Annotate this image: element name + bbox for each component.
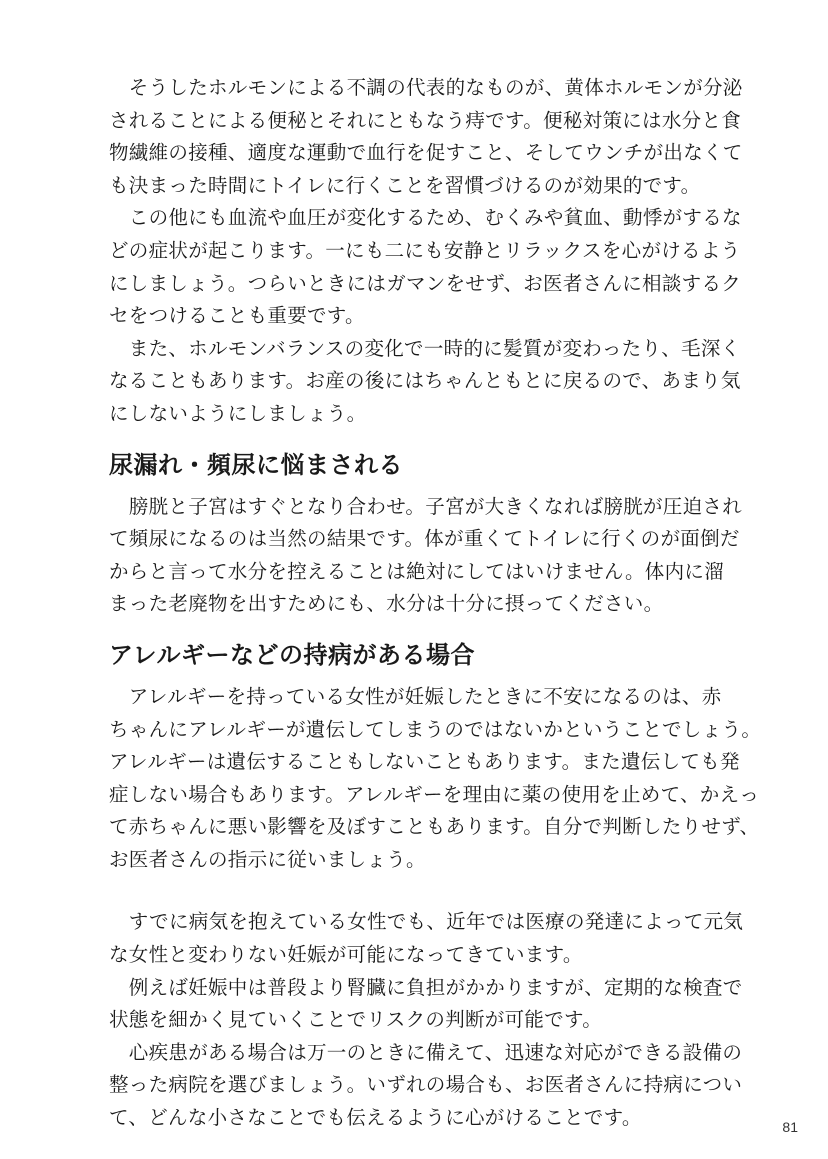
paragraph-gap xyxy=(109,876,749,906)
urine-paragraph xyxy=(109,491,749,621)
allergy-paragraph xyxy=(109,681,762,877)
text-line: この他にも血流や血圧が変化するため、むくみや貧血、動悸がするな xyxy=(109,206,742,230)
text-line: ちゃんにアレルギーが遺伝してしまうのではないかということでしょう。 xyxy=(109,717,762,741)
text-line: まった老廃物を出すためにも、水分は十分に摂ってください。 xyxy=(109,592,664,616)
text-line: どの症状が起こります。一にも二にも安静とリラックスを心がけるよう xyxy=(109,238,741,262)
text-line: なることもあります。お産の後にはちゃんともとに戻るので、あまり気 xyxy=(109,369,741,393)
text-line: また、ホルモンバランスの変化で一時的に髪質が変わったり、毛深く xyxy=(109,336,741,360)
text-line: 心疾患がある場合は万一のときに備えて、迅速な対応ができる設備の xyxy=(109,1040,743,1064)
text-line: されることによる便秘とそれにともなう痔です。便秘対策には水分と食 xyxy=(109,108,742,132)
text-line: アレルギーを持っている女性が妊娠したときに不安になるのは、赤 xyxy=(109,684,722,708)
text-line: な女性と変わりない妊娠が可能になってきています。 xyxy=(109,943,583,967)
text-line: て、どんな小さなことでも伝えるように心がけることです。 xyxy=(109,1106,642,1130)
text-line: て赤ちゃんに悪い影響を及ぼすこともあります。自分で判断したりせず、 xyxy=(109,815,760,839)
text-line: お医者さんの指示に従いましょう。 xyxy=(109,847,426,871)
text-line: にしましょう。つらいときにはガマンをせず、お医者さんに相談するク xyxy=(109,271,742,295)
text-line: 物繊維の接種、適度な運動で血行を促すこと、そしてウンチが出なくて xyxy=(109,141,743,165)
text-line: にしないようにしましょう。 xyxy=(109,401,367,425)
text-line: 状態を細かく見ていくことでリスクの判断が可能です。 xyxy=(109,1008,603,1032)
page-number: 81 xyxy=(782,1119,798,1135)
text-line: そうしたホルモンによる不調の代表的なものが、黄体ホルモンが分泌 xyxy=(109,76,743,99)
text-line: も決まった時間にトイレに行くことを習慣づけるのが効果的です。 xyxy=(109,173,701,197)
text-line: すでに病気を抱えている女性でも、近年では医療の発達によって元気 xyxy=(109,910,744,934)
page-body xyxy=(109,72,762,1135)
section-heading-urine: 尿漏れ・頻尿に悩まされる xyxy=(109,450,403,479)
text-line: セをつけることも重要です。 xyxy=(109,304,365,328)
text-line: 例えば妊娠中は普段より腎臓に負担がかかりますが、定期的な検査で xyxy=(109,975,743,999)
text-line: 症しない場合もあります。アレルギーを理由に薬の使用を止めて、かえっ xyxy=(109,782,760,806)
section-heading-allergy: アレルギーなどの持病がある場合 xyxy=(109,640,475,669)
text-line: 整った病院を選びましょう。いずれの場合も、お医者さんに持病につい xyxy=(109,1073,743,1097)
intro-paragraph xyxy=(109,72,749,431)
chronic-illness-paragraph xyxy=(109,906,749,1134)
text-line: て頻尿になるのは当然の結果です。体が重くてトイレに行くのが面倒だ xyxy=(109,527,740,551)
text-line: アレルギーは遺伝することもしないこともあります。また遺伝しても発 xyxy=(109,750,740,774)
text-line: 膀胱と子宮はすぐとなり合わせ。子宮が大きくなれば膀胱が圧迫され xyxy=(109,494,743,518)
text-line: からと言って水分を控えることは絶対にしてはいけません。体内に溜 xyxy=(109,559,724,583)
